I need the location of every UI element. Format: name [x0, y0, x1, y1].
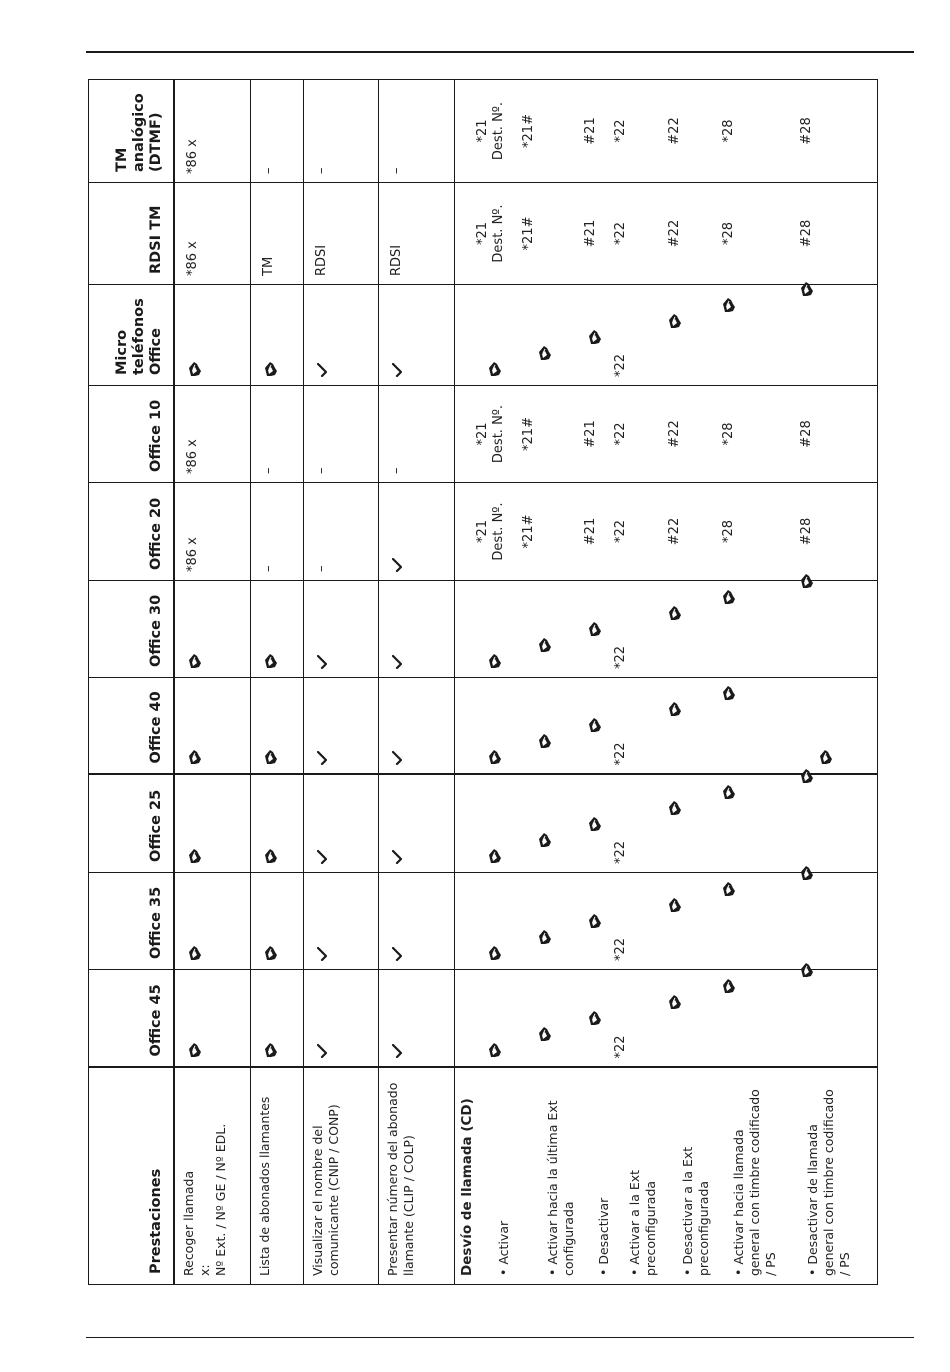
desvio-item: • Desactivar de llamada general con timbre codificado / PS	[805, 1089, 853, 1276]
code-value: #28	[799, 517, 815, 546]
handset-key-icon	[538, 734, 552, 750]
desvio-item: • Desactivar	[596, 1197, 612, 1276]
col-micro-telefonos: Micro teléfonos Office	[89, 285, 174, 386]
pen-cell	[174, 678, 250, 775]
code-value: *86 x	[184, 241, 200, 276]
code-value: #21	[583, 219, 599, 248]
code-value: –	[313, 467, 329, 474]
pen-cell	[174, 775, 250, 873]
check-icon	[316, 850, 331, 864]
check-cell	[379, 775, 455, 873]
handset-key-icon	[538, 832, 552, 848]
desvio-code-column	[455, 386, 878, 483]
handset-key-icon	[668, 995, 682, 1011]
code-value: *28	[721, 119, 737, 143]
handset-key-icon	[668, 313, 682, 329]
col-office-25: Office 25	[89, 775, 174, 873]
desvio-pen-column	[455, 581, 878, 678]
code-value: *22	[613, 519, 629, 544]
handset-key-icon	[488, 945, 502, 961]
handset-key-icon	[722, 784, 736, 800]
row-visualizar-nombre	[303, 80, 378, 1285]
code-value: *86 x	[184, 139, 200, 174]
check-icon	[391, 655, 406, 669]
code-value: *21#	[521, 417, 537, 451]
handset-key-icon	[264, 361, 278, 377]
desvio-item: • Activar hacia llamada general con timbre codificado / PS	[731, 1089, 779, 1276]
col-office-10: Office 10	[89, 386, 174, 483]
desvio-code-column	[455, 80, 878, 183]
code-value: *22	[613, 353, 629, 377]
pen-cell	[250, 581, 303, 678]
code-value: #28	[799, 420, 815, 448]
handset-key-icon	[668, 800, 682, 816]
code-value: #22	[667, 420, 683, 448]
code-value: *22	[613, 742, 629, 766]
handset-key-icon	[188, 945, 202, 961]
check-icon	[316, 947, 331, 961]
handset-key-icon	[668, 702, 682, 718]
handset-key-icon	[488, 361, 502, 377]
handset-key-icon	[488, 653, 502, 669]
handset-key-icon	[722, 686, 736, 702]
handset-key-icon	[722, 297, 736, 313]
row-recoger-llamada	[174, 80, 250, 1285]
check-icon	[391, 752, 406, 766]
pen-cell	[174, 873, 250, 970]
handset-key-icon	[588, 1011, 602, 1027]
feature-cell	[455, 1068, 878, 1285]
handset-key-icon	[188, 1043, 202, 1059]
code-value: *22	[613, 221, 629, 246]
handset-key-icon	[722, 881, 736, 897]
col-office-20: Office 20	[89, 483, 174, 581]
handset-key-icon	[488, 848, 502, 864]
pen-cell	[250, 970, 303, 1068]
col-office-30: Office 30	[89, 581, 174, 678]
code-value: –	[389, 167, 405, 174]
code-value: *22	[613, 645, 629, 669]
bottom-rule	[86, 1337, 914, 1338]
check-icon	[391, 850, 406, 864]
code-value: *21	[475, 422, 491, 446]
handset-key-icon	[588, 718, 602, 734]
code-value: –	[389, 467, 405, 474]
desvio-pen-column	[455, 873, 878, 970]
pen-cell	[174, 581, 250, 678]
check-cell	[379, 581, 455, 678]
code-value: –	[260, 565, 276, 572]
pen-cell	[174, 285, 250, 386]
code-value: RDSI	[313, 244, 329, 276]
code-value: #21	[583, 517, 599, 546]
code-value: RDSI	[389, 244, 405, 276]
code-value: *28	[721, 519, 737, 544]
code-value: Dest. Nº.	[491, 502, 507, 561]
code-value: Dest. Nº.	[491, 101, 507, 161]
col-rdsi-tm: RDSI TM	[89, 183, 174, 285]
desvio-code-column	[455, 183, 878, 285]
code-value: Dest. Nº.	[491, 404, 507, 464]
feature-cell: Visualizar el nombre del comunicante (CNIP / CONP)	[303, 1068, 378, 1285]
desvio-title: Desvío de llamada (CD)	[459, 1098, 476, 1276]
check-cell	[303, 970, 378, 1068]
code-value: *22	[613, 1035, 629, 1059]
check-cell	[379, 285, 455, 386]
desvio-pen-column	[455, 970, 878, 1068]
check-cell	[303, 678, 378, 775]
feature-cell: Lista de abonados llamantes	[250, 1068, 303, 1285]
handset-key-icon	[188, 848, 202, 864]
check-cell	[379, 483, 455, 581]
code-value: *22	[613, 422, 629, 446]
handset-key-icon	[538, 345, 552, 361]
code-value: *22	[613, 937, 629, 961]
features-table-rotated	[88, 80, 878, 1285]
code-value: #22	[667, 517, 683, 546]
desvio-item: • Desactivar a la Ext preconfigurada	[680, 1146, 712, 1276]
handset-key-icon	[819, 750, 833, 766]
handset-key-icon	[538, 1027, 552, 1043]
handset-key-icon	[264, 848, 278, 864]
desvio-item: • Activar hacia la última Ext configurada	[545, 1100, 577, 1276]
desvio-pen-column	[455, 678, 878, 775]
row-presentar-numero	[379, 80, 455, 1285]
row-lista-abonados	[250, 80, 303, 1285]
code-value: *21	[475, 221, 491, 246]
col-office-40: Office 40	[89, 678, 174, 775]
check-icon	[391, 947, 406, 961]
feature-cell: Presentar número del abonado llamante (CLIP / COLP)	[379, 1068, 455, 1285]
handset-key-icon	[668, 897, 682, 913]
handset-key-icon	[722, 979, 736, 995]
handset-key-icon	[588, 329, 602, 345]
top-rule	[86, 51, 914, 53]
code-value: –	[313, 167, 329, 174]
code-value: #21	[583, 117, 599, 145]
handset-key-icon	[264, 750, 278, 766]
pen-cell	[250, 775, 303, 873]
pen-cell	[250, 678, 303, 775]
handset-key-icon	[668, 605, 682, 621]
check-icon	[316, 752, 331, 766]
feature-cell: Recoger llamada x: Nº Ext. / Nº GE / Nº EDL.	[174, 1068, 250, 1285]
code-value: –	[260, 167, 276, 174]
check-cell	[303, 775, 378, 873]
row-desvio-llamada	[455, 80, 878, 1285]
header-row	[89, 80, 174, 1285]
code-value: *22	[613, 119, 629, 143]
check-cell	[379, 678, 455, 775]
pen-cell	[250, 873, 303, 970]
desvio-pen-column	[455, 285, 878, 386]
handset-key-icon	[264, 1043, 278, 1059]
check-cell	[379, 970, 455, 1068]
check-icon	[316, 363, 331, 377]
desvio-item: • Activar a la Ext preconfigurada	[627, 1169, 659, 1276]
code-value: *21#	[521, 216, 537, 251]
handset-key-icon	[188, 653, 202, 669]
handset-key-icon	[722, 589, 736, 605]
pen-cell	[174, 970, 250, 1068]
col-prestaciones: Prestaciones	[89, 1068, 174, 1285]
handset-key-icon	[188, 361, 202, 377]
check-icon	[391, 363, 406, 377]
code-value: #22	[667, 117, 683, 145]
handset-key-icon	[588, 913, 602, 929]
handset-key-icon	[264, 945, 278, 961]
code-value: *21#	[521, 114, 537, 148]
code-value: TM	[260, 256, 276, 276]
pen-cell	[250, 285, 303, 386]
code-value: #21	[583, 420, 599, 448]
check-cell	[303, 873, 378, 970]
check-cell	[379, 873, 455, 970]
check-cell	[303, 285, 378, 386]
check-cell	[303, 581, 378, 678]
code-value: –	[313, 565, 329, 572]
code-value: *86 x	[184, 537, 200, 572]
check-icon	[391, 558, 406, 572]
handset-key-icon	[538, 929, 552, 945]
code-value: #28	[799, 219, 815, 248]
code-value: *21	[475, 119, 491, 143]
col-office-35: Office 35	[89, 873, 174, 970]
code-value: *28	[721, 422, 737, 446]
handset-key-icon	[188, 750, 202, 766]
code-value: Dest. Nº.	[491, 204, 507, 263]
handset-key-icon	[264, 653, 278, 669]
features-table	[88, 79, 878, 1285]
desvio-item: • Activar	[496, 1220, 512, 1276]
desvio-pen-column	[455, 775, 878, 873]
code-value: *28	[721, 221, 737, 246]
col-office-45: Office 45	[89, 970, 174, 1068]
code-value: *21#	[521, 514, 537, 549]
code-value: –	[260, 467, 276, 474]
check-icon	[316, 655, 331, 669]
handset-key-icon	[588, 816, 602, 832]
code-value: *86 x	[184, 439, 200, 474]
desvio-code-column	[455, 483, 878, 581]
code-value: #22	[667, 219, 683, 248]
code-value: *21	[475, 519, 491, 544]
handset-key-icon	[538, 637, 552, 653]
handset-key-icon	[588, 621, 602, 637]
check-icon	[391, 1045, 406, 1059]
check-icon	[316, 1045, 331, 1059]
handset-key-icon	[488, 1043, 502, 1059]
code-value: *22	[613, 840, 629, 864]
code-value: #28	[799, 117, 815, 145]
handset-key-icon	[488, 750, 502, 766]
col-tm-analogico: TM analógico (DTMF)	[89, 80, 174, 183]
